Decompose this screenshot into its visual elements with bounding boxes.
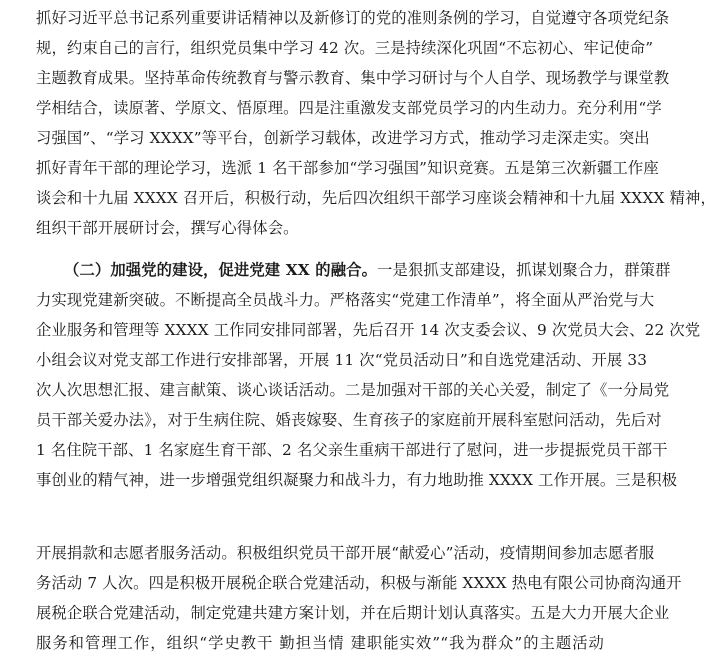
paragraph-line: 小组会议对党支部工作进行安排部署，开展 11 次“党员活动日”和自选党建活动、开展 33	[36, 351, 648, 369]
paragraph-line: 力实现党建新突破。不断提高全员战斗力。严格落实“党建工作清单”，将全面从严治党与大	[36, 291, 655, 309]
paragraph-line: 组织干部开展研讨会，撰写心得体会。	[36, 219, 299, 237]
paragraph-line: 1 名住院干部、1 名家庭生育干部、2 名父亲生重病干部进行了慰问，进一步提振党员干部干	[36, 441, 668, 459]
paragraph-line: 开展捐款和志愿者服务活动。积极组织党员干部开展“献爱心”活动，疫情期间参加志愿者服	[36, 544, 655, 562]
paragraph-line: 抓好青年干部的理论学习，选派 1 名干部参加“学习强国”知识竞赛。五是第三次新疆工作座	[36, 159, 659, 177]
paragraph-line: 学相结合，读原著、学原文、悟原理。四是注重激发支部党员学习的内生动力。充分利用“学	[36, 99, 662, 117]
paragraph-line: 习强国”、“学习 XXXX”等平台，创新学习载体，改进学习方式，推动学习走深走实。突出	[36, 129, 650, 147]
paragraph-line: 谈会和十九届 XXXX 召开后，积极行动，先后四次组织干部学习座谈会精神和十九届 XXXX 精神，	[36, 189, 716, 207]
section-heading: （二）加强党的建设，促进党建 XX 的融合。	[64, 261, 378, 279]
paragraph-line: 展税企联合党建活动，制定党建共建方案计划，并在后期计划认真落实。五是大力开展大企业	[36, 604, 670, 622]
paragraph-line: 务活动 7 人次。四是积极开展税企联合党建活动，积极与渐能 XXXX 热电有限公司协商沟通开	[36, 574, 682, 592]
paragraph-line: 抓好习近平总书记系列重要讲话精神以及新修订的党的准则条例的学习，自觉遵守各项党纪条	[36, 9, 670, 27]
paragraph-line-cut: 服务和管理工作，组织“学史教干 勤担当情 建职能实效”“我为群众”的主题活动	[36, 634, 604, 652]
section-heading-rest: 一是狠抓支部建设，抓谋划聚合力，群策群	[377, 261, 671, 279]
paragraph-line: 事创业的精气神，进一步增强党组织凝聚力和战斗力，有力地助推 XXXX 工作开展。三是积极	[36, 471, 678, 489]
paragraph-line: 企业服务和管理等 XXXX 工作同安排同部署，先后召开 14 次支委会议、9 次党员大会、22 次党	[36, 321, 701, 339]
paragraph-line: 员干部关爱办法》，对于生病住院、婚丧嫁娶、生育孩子的家庭前开展科室慰问活动，先后对	[36, 411, 662, 429]
paragraph-line: 规，约束自己的言行，组织党员集中学习 42 次。三是持续深化巩固“不忘初心、牢记使命”	[36, 39, 654, 57]
section-heading-line	[64, 255, 671, 285]
paragraph-line: 主题教育成果。坚持革命传统教育与警示教育、集中学习研讨与个人自学、现场教学与课堂教	[36, 69, 670, 87]
paragraph-line: 次人次思想汇报、建言献策、谈心谈话活动。二是加强对干部的关心关爱，制定了《一分局党	[36, 381, 670, 399]
